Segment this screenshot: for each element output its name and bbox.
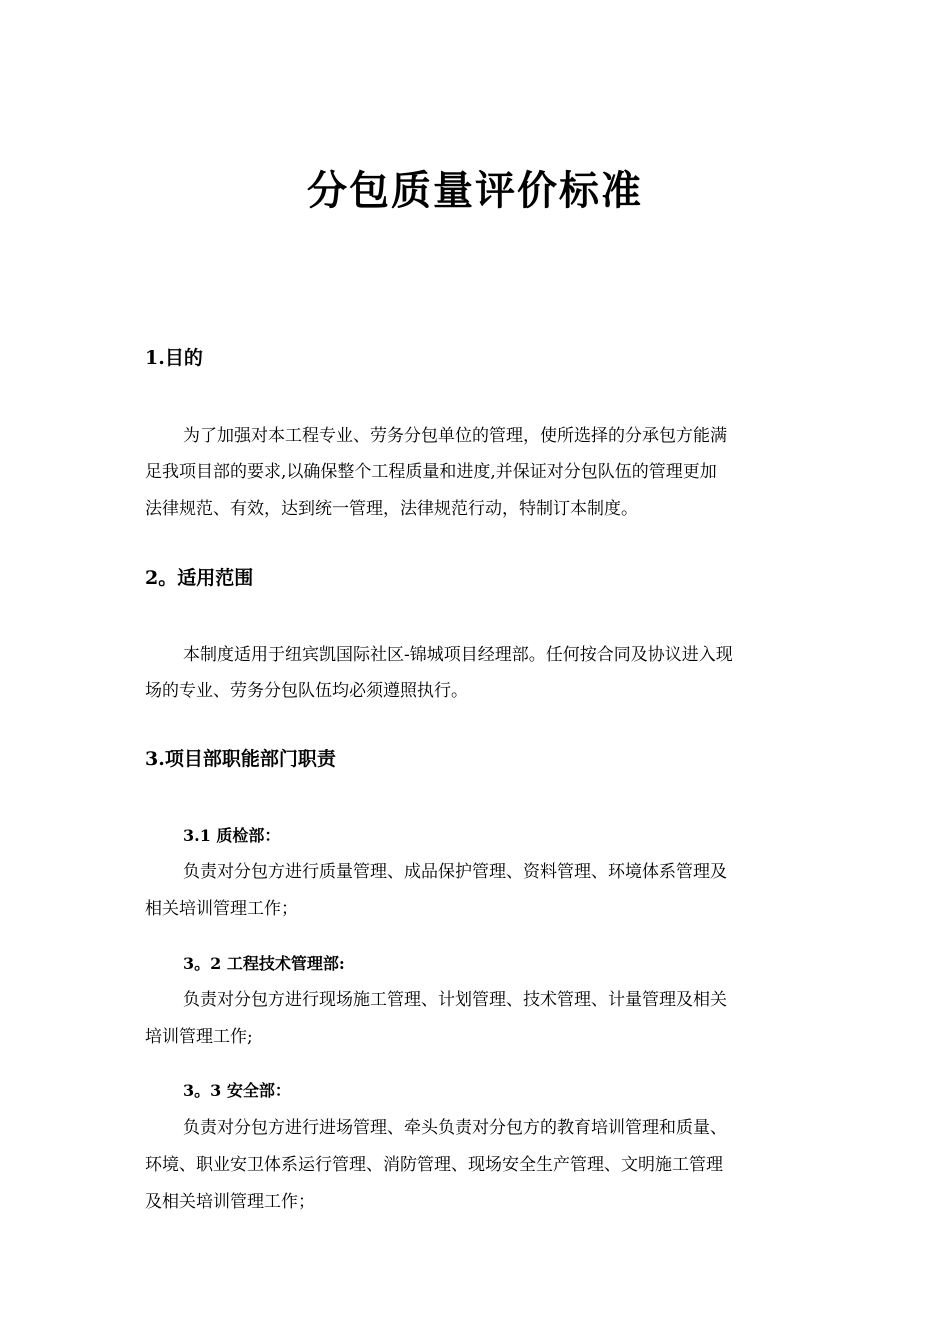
subsection-heading-engineering-dept: 3。2 工程技术管理部: (183, 954, 345, 973)
subsection-heading-safety-dept: 3。3 安全部： (183, 1081, 291, 1100)
document-title: 分包质量评价标准 (307, 168, 643, 214)
paragraph-line: 场的专业、劳务分包队伍均必须遵照执行。 (145, 681, 468, 701)
subsection-heading-quality-dept: 3.1 质检部： (183, 826, 281, 845)
paragraph-line: 负责对分包方进行进场管理、牵头负责对分包方的教育培训管理和质量、 (183, 1118, 727, 1138)
paragraph-line: 相关培训管理工作； (145, 899, 298, 919)
section-heading-scope: 2。适用范围 (145, 567, 254, 589)
paragraph-line: 负责对分包方进行现场施工管理、计划管理、技术管理、计量管理及相关 (183, 990, 727, 1010)
section-heading-purpose: 1.目的 (145, 347, 203, 369)
section-heading-responsibilities: 3.项目部职能部门职责 (145, 748, 336, 770)
paragraph-line: 本制度适用于纽宾凯国际社区-锦城项目经理部。任何按合同及协议进入现 (183, 645, 733, 665)
paragraph-line: 法律规范、有效，达到统一管理，法律规范行动，特制订本制度。 (145, 499, 638, 519)
paragraph-line: 及相关培训管理工作； (145, 1192, 315, 1212)
paragraph-line: 环境、职业安卫体系运行管理、消防管理、现场安全生产管理、文明施工管理 (145, 1155, 723, 1175)
paragraph-line: 负责对分包方进行质量管理、成品保护管理、资料管理、环境体系管理及 (183, 862, 727, 882)
paragraph-line: 足我项目部的要求,以确保整个工程质量和进度,并保证对分包队伍的管理更加 (145, 462, 717, 482)
paragraph-line: 为了加强对本工程专业、劳务分包单位的管理，使所选择的分承包方能满 (183, 426, 727, 446)
paragraph-line: 培训管理工作; (145, 1027, 253, 1047)
